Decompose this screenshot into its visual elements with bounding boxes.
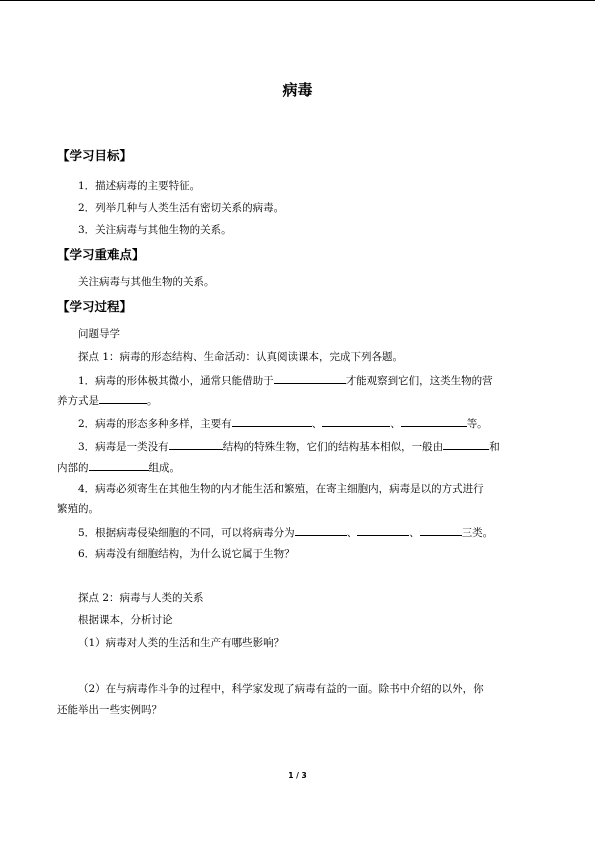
probe2-intro: 根据课本，分析讨论 [78, 614, 173, 626]
heading-objectives: 【学习目标】 [57, 148, 133, 163]
objective-item-3: 3．关注病毒与其他生物的关系。 [78, 224, 232, 236]
question-4-line-2: 繁殖的。 [57, 503, 99, 515]
blank-q2-shape-3[interactable] [401, 415, 467, 427]
blank-q3-structure[interactable] [169, 438, 223, 450]
objective-item-1: 1．描述病毒的主要特征。 [78, 180, 201, 192]
probe2-question-2-line-2: 还能举出一些实例吗？ [57, 704, 162, 716]
blank-q2-shape-2[interactable] [322, 415, 390, 427]
question-4-line-1: 4．病毒必须寄生在其他生物的内才能生活和繁殖，在寄主细胞内，病毒是以的方式进行 [78, 483, 484, 495]
document-title: 病毒 [282, 81, 313, 99]
blank-q2-shape-1[interactable] [232, 415, 312, 427]
blank-q1-nutrition[interactable] [99, 392, 147, 404]
probe2-question-2-line-1: （2）在与病毒作斗争的过程中，科学家发现了病毒有益的一面。除书中介绍的以外，你 [78, 683, 484, 695]
page-number: 1 / 3 [288, 771, 307, 780]
question-3-line-2: 内部的 组成。 [57, 459, 180, 475]
question-1-line-1: 1．病毒的形体极其微小，通常只能借助于 才能观察到它们，这类生物的营 [78, 372, 493, 388]
blank-q5-type-1[interactable] [295, 524, 347, 536]
question-2: 2．病毒的形态多种多样，主要有 、 、 等。 [78, 415, 488, 431]
blank-q3-inner[interactable] [89, 459, 149, 471]
blank-q3-outer[interactable] [443, 438, 489, 450]
blank-q1-observe-tool[interactable] [274, 372, 346, 384]
probe2-question-1: （1）病毒对人类的生活和生产有哪些影响？ [78, 637, 285, 649]
process-intro: 问题导学 [78, 328, 120, 340]
blank-q5-type-3[interactable] [420, 524, 462, 536]
question-6: 6．病毒没有细胞结构，为什么说它属于生物？ [78, 548, 295, 560]
probe2-title: 探点 2：病毒与人类的关系 [78, 592, 204, 604]
top-border-line [0, 0, 595, 1]
heading-process: 【学习过程】 [57, 299, 133, 314]
question-1-line-2: 养方式是 。 [57, 392, 158, 408]
heading-keypoints: 【学习重难点】 [57, 247, 145, 262]
question-5: 5．根据病毒侵染细胞的不同，可以将病毒分为 、 、 三类。 [78, 524, 493, 540]
objective-item-2: 2．列举几种与人类生活有密切关系的病毒。 [78, 202, 285, 214]
question-3-line-1: 3．病毒是一类没有 结构的特殊生物，它们的结构基本相似，一般由 和 [78, 438, 500, 454]
keypoints-text: 关注病毒与其他生物的关系。 [78, 276, 215, 288]
blank-q5-type-2[interactable] [357, 524, 409, 536]
probe1-title: 探点 1：病毒的形态结构、生命活动：认真阅读课本，完成下列各题。 [78, 351, 404, 363]
